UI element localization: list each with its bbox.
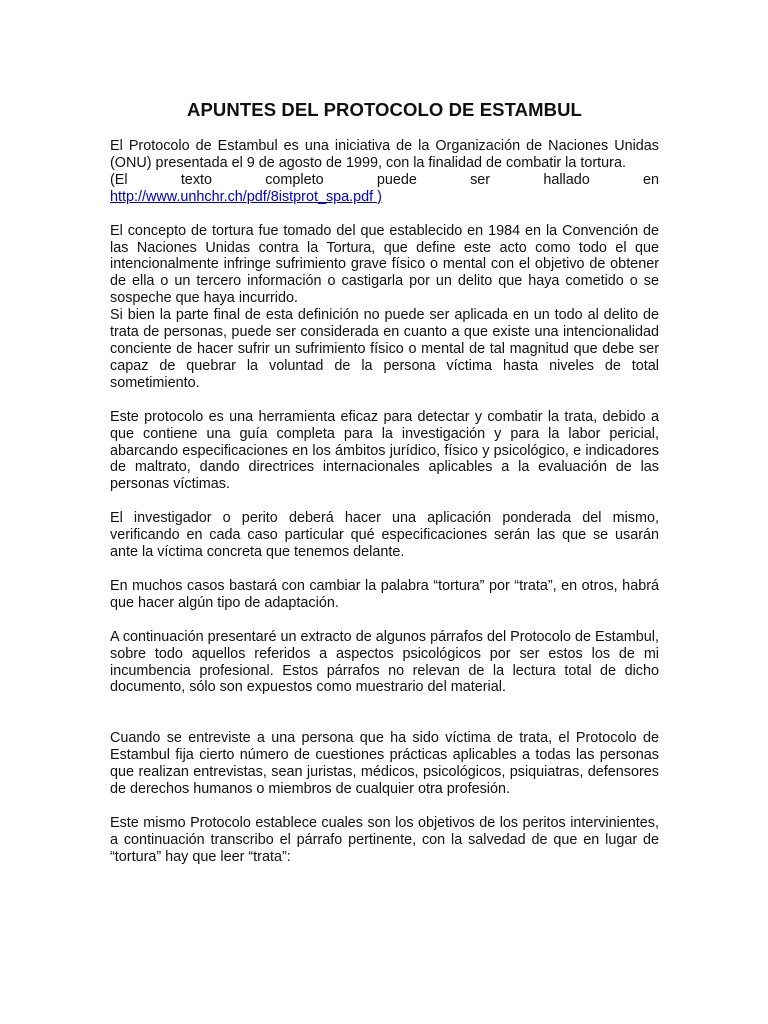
ref-word: ser <box>470 171 491 188</box>
protocol-pdf-link-text[interactable]: http://www.unhchr.ch/pdf/8istprot_spa.pdf <box>110 188 374 205</box>
ref-word: en <box>642 171 659 188</box>
paragraph-investigator <box>110 510 659 561</box>
paragraph-investigator-text: El investigador o perito deberá hacer una aplicación ponderada del mismo, verificando en cada caso particular qué especificaciones serán las que se usarán ante la víctima concreta que tenemos delante. <box>110 510 659 561</box>
paragraph-tool <box>110 409 659 494</box>
ref-word: puede <box>376 171 417 188</box>
paragraph-tool-text: Este protocolo es una herramienta eficaz para detectar y combatir la trata, debido a que contiene una guía completa para la investigación y para la labor pericial, abarcando especificaciones en los ámbitos jurídico, físico y psicológico, e indicadores de maltrato, dando directrices internacionales aplicables a la evaluación de las personas víctimas. <box>110 408 659 493</box>
paragraph-objectives <box>110 815 659 866</box>
ref-word: texto <box>180 171 213 188</box>
paragraph-definition-text: El concepto de tortura fue tomado del que establecido en 1984 en la Convención de las Naciones Unidas contra la Tortura, que define este acto como todo el que intencionalmente infringe sufrimiento grave físico o mental con el objetivo de obtener de ella o un tercero información o castigarla por un delito que haya cometido o se sospeche que haya incurrido. <box>110 222 659 307</box>
paragraph-objectives-text: Este mismo Protocolo establece cuales son los objetivos de los peritos intervinientes, a continuación transcribo el párrafo pertinente, con la salvedad de que en lugar de “tortura” hay que leer “trata”: <box>110 815 659 865</box>
paragraph-intro <box>110 138 659 206</box>
reference-link-line <box>110 189 659 206</box>
document-title: APUNTES DEL PROTOCOLO DE ESTAMBUL <box>187 99 582 120</box>
document-page <box>110 0 659 866</box>
paragraph-intro-text: El Protocolo de Estambul es una iniciativa de la Organización de Naciones Unidas (ONU) presentada el 9 de agosto de 1999, con la finalidad de combatir la tortura. <box>110 138 659 171</box>
paragraph-adaptation-text: En muchos casos bastará con cambiar la palabra “tortura” por “trata”, en otros, habrá que hacer algún tipo de adaptación. <box>110 577 659 611</box>
paragraph-definition <box>110 223 659 392</box>
paragraph-extract <box>110 629 659 697</box>
ref-word: hallado <box>543 171 590 188</box>
protocol-pdf-link[interactable] <box>110 189 382 205</box>
paragraph-interview-text: Cuando se entreviste a una persona que ha sido víctima de trata, el Protocolo de Estambul fija cierto número de cuestiones prácticas aplicables a todas las personas que realizan entrevistas, sean juristas, médicos, psicológicos, psiquiatras, defensores de derechos humanos o miembros de cualquier otra profesión. <box>110 730 659 798</box>
ref-word: (El <box>110 171 128 188</box>
ref-word: completo <box>265 171 324 188</box>
paragraph-adaptation <box>110 578 659 612</box>
protocol-pdf-link-suffix[interactable]: ) <box>373 188 382 205</box>
reference-line <box>110 172 659 189</box>
paragraph-definition-continuation: Si bien la parte final de esta definición no puede ser aplicada en un todo al delito de trata de personas, puede ser considerada en cuanto a que existe una intencionalidad conciente de hacer sufrir un sufrimiento físico o mental de tal magnitud que debe ser capaz de quebrar la voluntad de la persona víctima hasta niveles de total sometimiento. <box>110 307 659 391</box>
paragraph-interview <box>110 730 659 798</box>
paragraph-extract-text: A continuación presentaré un extracto de algunos párrafos del Protocolo de Estambul, sobre todo aquellos referidos a aspectos psicológicos por ser estos los de mi incumbencia profesional. Estos párrafos no relevan de la lectura total de dicho documento, sólo son expuestos como muestrario del material. <box>110 628 659 696</box>
